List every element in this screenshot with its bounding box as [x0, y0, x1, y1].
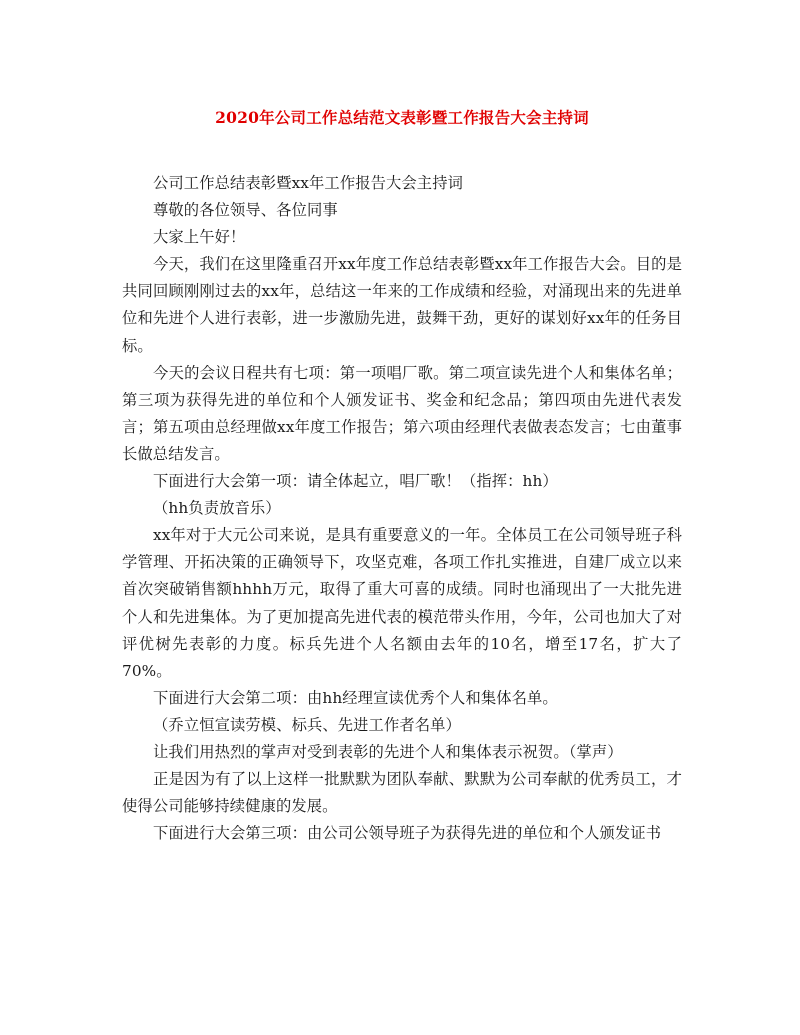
paragraph-agenda: 今天的会议日程共有七项：第一项唱厂歌。第二项宣读先进个人和集体名单；第三项为获得先进的单位和个人颁发证书、奖金和纪念品；第四项由先进代表发言；第五项由总经理做xx年度工作报告；第六项由经理代表做表态发言；七由董事长做总结发言。 [122, 363, 682, 463]
paragraph-item-three: 下面进行大会第三项：由公司公领导班子为获得先进的单位和个人颁发证书 [153, 824, 662, 843]
paragraph-list-note: （乔立恒宣读劳模、标兵、先进工作者名单） [153, 715, 461, 734]
paragraph-applause: 让我们用热烈的掌声对受到表彰的先进个人和集体表示祝贺。（掌声） [153, 742, 623, 761]
document-title: 2020年公司工作总结范文表彰暨工作报告大会主持词 [215, 108, 589, 127]
paragraph-item-two: 下面进行大会第二项：由hh经理宣读优秀个人和集体名单。 [153, 688, 558, 707]
paragraph-salutation: 尊敬的各位领导、各位同事 [153, 201, 338, 220]
paragraph-opening: 今天，我们在这里隆重召开xx年度工作总结表彰暨xx年工作报告大会。目的是共同回顾刚刚过去的xx年，总结这一年来的工作成绩和经验，对涌现出来的先进单位和先进个人进行表彰，进一步激励先进，鼓舞干劲，更好的谋划好xx年的任务目标。 [122, 255, 682, 355]
paragraph-year-review: xx年对于大元公司来说，是具有重要意义的一年。全体员工在公司领导班子科学管理、开拓决策的正确领导下，攻坚克难，各项工作扎实推进，自建厂成立以来首次突破销售额hhhh万元，取得了重大可喜的成绩。同时也涌现出了一大批先进个人和先进集体。为了更加提高先进代表的模范带头作用，今年，公司也加大了对评优树先表彰的力度。标兵先进个人名额由去年的10名，增至17名，扩大了70%。 [122, 526, 682, 680]
paragraph-item-one: 下面进行大会第一项：请全体起立，唱厂歌！（指挥：hh） [153, 472, 558, 491]
paragraph-dedication: 正是因为有了以上这样一批默默为团队奉献、默默为公司奉献的优秀员工，才使得公司能够持续健康的发展。 [122, 770, 682, 816]
paragraph-subtitle: 公司工作总结表彰暨xx年工作报告大会主持词 [153, 174, 463, 192]
paragraph-greeting: 大家上午好！ [153, 228, 246, 247]
document-body [122, 170, 682, 847]
paragraph-music-note: （hh负责放音乐） [153, 499, 281, 518]
